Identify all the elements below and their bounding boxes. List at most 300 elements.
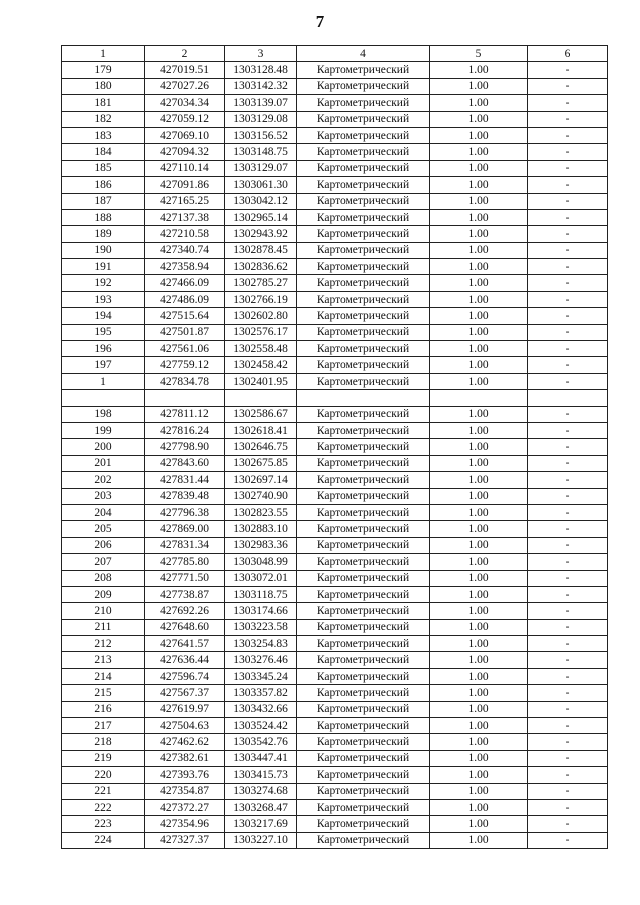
note-cell: -	[528, 668, 608, 684]
method-cell: Картометрический	[297, 701, 430, 717]
note-cell: -	[528, 291, 608, 307]
x-coordinate-cell: 427354.87	[145, 783, 225, 799]
note-cell: -	[528, 308, 608, 324]
table-row	[62, 341, 608, 357]
note-cell: -	[528, 750, 608, 766]
coordinates-table	[61, 45, 608, 849]
note-cell: -	[528, 439, 608, 455]
accuracy-cell: 1.00	[430, 488, 528, 504]
point-number-cell: 221	[62, 783, 145, 799]
point-number-cell: 181	[62, 95, 145, 111]
y-coordinate-cell: 1303048.99	[225, 554, 297, 570]
y-coordinate-cell: 1303174.66	[225, 603, 297, 619]
accuracy-cell: 1.00	[430, 291, 528, 307]
column-header: 4	[297, 46, 430, 62]
point-number-cell: 204	[62, 504, 145, 520]
y-coordinate-cell: 1303142.32	[225, 78, 297, 94]
table-row	[62, 78, 608, 94]
table-row	[62, 718, 608, 734]
point-number-cell: 218	[62, 734, 145, 750]
note-cell: -	[528, 816, 608, 832]
accuracy-cell: 1.00	[430, 504, 528, 520]
y-coordinate-cell: 1303276.46	[225, 652, 297, 668]
point-number-cell: 212	[62, 636, 145, 652]
x-coordinate-cell: 427798.90	[145, 439, 225, 455]
accuracy-cell: 1.00	[430, 209, 528, 225]
y-coordinate-cell: 1303524.42	[225, 718, 297, 734]
accuracy-cell: 1.00	[430, 554, 528, 570]
y-coordinate-cell: 1303128.48	[225, 62, 297, 78]
accuracy-cell: 1.00	[430, 718, 528, 734]
accuracy-cell: 1.00	[430, 62, 528, 78]
note-cell: -	[528, 718, 608, 734]
y-coordinate-cell: 1303139.07	[225, 95, 297, 111]
x-coordinate-cell: 427110.14	[145, 160, 225, 176]
method-cell: Картометрический	[297, 439, 430, 455]
point-number-cell: 223	[62, 816, 145, 832]
table-row	[62, 193, 608, 209]
accuracy-cell: 1.00	[430, 357, 528, 373]
y-coordinate-cell: 1302558.48	[225, 341, 297, 357]
table-row	[62, 242, 608, 258]
method-cell: Картометрический	[297, 324, 430, 340]
accuracy-cell: 1.00	[430, 816, 528, 832]
accuracy-cell: 1.00	[430, 668, 528, 684]
note-cell: -	[528, 455, 608, 471]
point-number-cell: 219	[62, 750, 145, 766]
note-cell: -	[528, 111, 608, 127]
table-row	[62, 504, 608, 520]
x-coordinate-cell: 427831.44	[145, 472, 225, 488]
accuracy-cell: 1.00	[430, 472, 528, 488]
note-cell: -	[528, 504, 608, 520]
accuracy-cell: 1.00	[430, 619, 528, 635]
y-coordinate-cell: 1303542.76	[225, 734, 297, 750]
method-cell: Картометрический	[297, 193, 430, 209]
y-coordinate-cell: 1303072.01	[225, 570, 297, 586]
x-coordinate-cell: 427137.38	[145, 209, 225, 225]
accuracy-cell: 1.00	[430, 537, 528, 553]
y-coordinate-cell: 1302675.85	[225, 455, 297, 471]
table-row	[62, 177, 608, 193]
y-coordinate-cell: 1302458.42	[225, 357, 297, 373]
table-row	[62, 783, 608, 799]
table-row	[62, 259, 608, 275]
x-coordinate-cell: 427843.60	[145, 455, 225, 471]
accuracy-cell: 1.00	[430, 570, 528, 586]
accuracy-cell: 1.00	[430, 455, 528, 471]
accuracy-cell: 1.00	[430, 373, 528, 389]
y-coordinate-cell: 1303156.52	[225, 127, 297, 143]
y-coordinate-cell: 1303148.75	[225, 144, 297, 160]
table-row	[62, 701, 608, 717]
note-cell: -	[528, 406, 608, 422]
note-cell: -	[528, 275, 608, 291]
x-coordinate-cell: 427034.34	[145, 95, 225, 111]
note-cell: -	[528, 259, 608, 275]
point-number-cell: 195	[62, 324, 145, 340]
table-row	[62, 767, 608, 783]
x-coordinate-cell: 427771.50	[145, 570, 225, 586]
accuracy-cell: 1.00	[430, 406, 528, 422]
table-row	[62, 226, 608, 242]
table-row	[62, 832, 608, 848]
separator-row	[62, 390, 608, 406]
table-row	[62, 422, 608, 438]
method-cell: Картометрический	[297, 521, 430, 537]
note-cell: -	[528, 144, 608, 160]
empty-cell	[225, 390, 297, 406]
method-cell: Картометрический	[297, 832, 430, 848]
method-cell: Картометрический	[297, 734, 430, 750]
y-coordinate-cell: 1302766.19	[225, 291, 297, 307]
accuracy-cell: 1.00	[430, 422, 528, 438]
method-cell: Картометрический	[297, 685, 430, 701]
method-cell: Картометрический	[297, 619, 430, 635]
note-cell: -	[528, 652, 608, 668]
note-cell: -	[528, 783, 608, 799]
x-coordinate-cell: 427515.64	[145, 308, 225, 324]
table-row	[62, 455, 608, 471]
y-coordinate-cell: 1302401.95	[225, 373, 297, 389]
table-row	[62, 488, 608, 504]
accuracy-cell: 1.00	[430, 799, 528, 815]
accuracy-cell: 1.00	[430, 144, 528, 160]
accuracy-cell: 1.00	[430, 177, 528, 193]
table-row	[62, 127, 608, 143]
point-number-cell: 211	[62, 619, 145, 635]
y-coordinate-cell: 1303357.82	[225, 685, 297, 701]
point-number-cell: 193	[62, 291, 145, 307]
point-number-cell: 207	[62, 554, 145, 570]
table-row	[62, 554, 608, 570]
point-number-cell: 198	[62, 406, 145, 422]
point-number-cell: 180	[62, 78, 145, 94]
x-coordinate-cell: 427210.58	[145, 226, 225, 242]
table-row	[62, 324, 608, 340]
table-row	[62, 291, 608, 307]
y-coordinate-cell: 1303274.68	[225, 783, 297, 799]
table-row	[62, 62, 608, 78]
accuracy-cell: 1.00	[430, 603, 528, 619]
point-number-cell: 189	[62, 226, 145, 242]
y-coordinate-cell: 1302586.67	[225, 406, 297, 422]
accuracy-cell: 1.00	[430, 226, 528, 242]
table-row	[62, 357, 608, 373]
method-cell: Картометрический	[297, 373, 430, 389]
point-number-cell: 206	[62, 537, 145, 553]
method-cell: Картометрический	[297, 537, 430, 553]
point-number-cell: 192	[62, 275, 145, 291]
table-row	[62, 619, 608, 635]
note-cell: -	[528, 636, 608, 652]
table-row	[62, 570, 608, 586]
note-cell: -	[528, 734, 608, 750]
note-cell: -	[528, 160, 608, 176]
point-number-cell: 197	[62, 357, 145, 373]
method-cell: Картометрический	[297, 406, 430, 422]
method-cell: Картометрический	[297, 62, 430, 78]
point-number-cell: 220	[62, 767, 145, 783]
column-header: 2	[145, 46, 225, 62]
x-coordinate-cell: 427785.80	[145, 554, 225, 570]
column-header: 1	[62, 46, 145, 62]
point-number-cell: 208	[62, 570, 145, 586]
accuracy-cell: 1.00	[430, 832, 528, 848]
table-row	[62, 636, 608, 652]
y-coordinate-cell: 1303227.10	[225, 832, 297, 848]
table-row	[62, 373, 608, 389]
x-coordinate-cell: 427759.12	[145, 357, 225, 373]
x-coordinate-cell: 427069.10	[145, 127, 225, 143]
method-cell: Картометрический	[297, 570, 430, 586]
accuracy-cell: 1.00	[430, 701, 528, 717]
accuracy-cell: 1.00	[430, 439, 528, 455]
accuracy-cell: 1.00	[430, 586, 528, 602]
table-header-row	[62, 46, 608, 62]
x-coordinate-cell: 427372.27	[145, 799, 225, 815]
note-cell: -	[528, 177, 608, 193]
y-coordinate-cell: 1303345.24	[225, 668, 297, 684]
note-cell: -	[528, 357, 608, 373]
note-cell: -	[528, 373, 608, 389]
point-number-cell: 194	[62, 308, 145, 324]
accuracy-cell: 1.00	[430, 734, 528, 750]
table-row	[62, 144, 608, 160]
point-number-cell: 200	[62, 439, 145, 455]
accuracy-cell: 1.00	[430, 127, 528, 143]
accuracy-cell: 1.00	[430, 160, 528, 176]
y-coordinate-cell: 1303061.30	[225, 177, 297, 193]
x-coordinate-cell: 427393.76	[145, 767, 225, 783]
note-cell: -	[528, 832, 608, 848]
x-coordinate-cell: 427567.37	[145, 685, 225, 701]
accuracy-cell: 1.00	[430, 341, 528, 357]
note-cell: -	[528, 537, 608, 553]
x-coordinate-cell: 427019.51	[145, 62, 225, 78]
y-coordinate-cell: 1302740.90	[225, 488, 297, 504]
table-row	[62, 816, 608, 832]
point-number-cell: 199	[62, 422, 145, 438]
x-coordinate-cell: 427486.09	[145, 291, 225, 307]
table-row	[62, 750, 608, 766]
point-number-cell: 183	[62, 127, 145, 143]
note-cell: -	[528, 488, 608, 504]
table-row	[62, 439, 608, 455]
accuracy-cell: 1.00	[430, 275, 528, 291]
point-number-cell: 184	[62, 144, 145, 160]
x-coordinate-cell: 427648.60	[145, 619, 225, 635]
accuracy-cell: 1.00	[430, 750, 528, 766]
method-cell: Картометрический	[297, 242, 430, 258]
method-cell: Картометрический	[297, 160, 430, 176]
x-coordinate-cell: 427094.32	[145, 144, 225, 160]
y-coordinate-cell: 1302836.62	[225, 259, 297, 275]
note-cell: -	[528, 685, 608, 701]
table-row	[62, 668, 608, 684]
y-coordinate-cell: 1302943.92	[225, 226, 297, 242]
point-number-cell: 216	[62, 701, 145, 717]
note-cell: -	[528, 226, 608, 242]
method-cell: Картометрический	[297, 636, 430, 652]
method-cell: Картометрический	[297, 275, 430, 291]
method-cell: Картометрический	[297, 226, 430, 242]
method-cell: Картометрический	[297, 291, 430, 307]
method-cell: Картометрический	[297, 767, 430, 783]
method-cell: Картометрический	[297, 603, 430, 619]
table-row	[62, 685, 608, 701]
note-cell: -	[528, 619, 608, 635]
point-number-cell: 190	[62, 242, 145, 258]
point-number-cell: 185	[62, 160, 145, 176]
accuracy-cell: 1.00	[430, 78, 528, 94]
note-cell: -	[528, 209, 608, 225]
empty-cell	[297, 390, 430, 406]
x-coordinate-cell: 427504.63	[145, 718, 225, 734]
point-number-cell: 188	[62, 209, 145, 225]
accuracy-cell: 1.00	[430, 242, 528, 258]
method-cell: Картометрический	[297, 718, 430, 734]
method-cell: Картометрический	[297, 422, 430, 438]
x-coordinate-cell: 427327.37	[145, 832, 225, 848]
note-cell: -	[528, 767, 608, 783]
note-cell: -	[528, 242, 608, 258]
method-cell: Картометрический	[297, 554, 430, 570]
y-coordinate-cell: 1303042.12	[225, 193, 297, 209]
method-cell: Картометрический	[297, 209, 430, 225]
method-cell: Картометрический	[297, 799, 430, 815]
note-cell: -	[528, 570, 608, 586]
point-number-cell: 182	[62, 111, 145, 127]
method-cell: Картометрический	[297, 488, 430, 504]
y-coordinate-cell: 1303118.75	[225, 586, 297, 602]
empty-cell	[528, 390, 608, 406]
point-number-cell: 209	[62, 586, 145, 602]
column-header: 3	[225, 46, 297, 62]
x-coordinate-cell: 427641.57	[145, 636, 225, 652]
method-cell: Картометрический	[297, 586, 430, 602]
x-coordinate-cell: 427059.12	[145, 111, 225, 127]
point-number-cell: 222	[62, 799, 145, 815]
x-coordinate-cell: 427091.86	[145, 177, 225, 193]
note-cell: -	[528, 701, 608, 717]
note-cell: -	[528, 603, 608, 619]
point-number-cell: 214	[62, 668, 145, 684]
table-row	[62, 209, 608, 225]
table-row	[62, 537, 608, 553]
method-cell: Картометрический	[297, 308, 430, 324]
accuracy-cell: 1.00	[430, 95, 528, 111]
note-cell: -	[528, 554, 608, 570]
y-coordinate-cell: 1302618.41	[225, 422, 297, 438]
note-cell: -	[528, 127, 608, 143]
table-row	[62, 586, 608, 602]
point-number-cell: 210	[62, 603, 145, 619]
note-cell: -	[528, 586, 608, 602]
point-number-cell: 179	[62, 62, 145, 78]
table-row	[62, 472, 608, 488]
note-cell: -	[528, 521, 608, 537]
method-cell: Картометрический	[297, 668, 430, 684]
x-coordinate-cell: 427027.26	[145, 78, 225, 94]
empty-cell	[430, 390, 528, 406]
coordinates-table-body	[62, 46, 608, 849]
point-number-cell: 224	[62, 832, 145, 848]
x-coordinate-cell: 427561.06	[145, 341, 225, 357]
x-coordinate-cell: 427466.09	[145, 275, 225, 291]
empty-cell	[62, 390, 145, 406]
method-cell: Картометрический	[297, 652, 430, 668]
point-number-cell: 201	[62, 455, 145, 471]
x-coordinate-cell: 427358.94	[145, 259, 225, 275]
table-row	[62, 160, 608, 176]
y-coordinate-cell: 1302576.17	[225, 324, 297, 340]
method-cell: Картометрический	[297, 144, 430, 160]
column-header: 5	[430, 46, 528, 62]
method-cell: Картометрический	[297, 341, 430, 357]
method-cell: Картометрический	[297, 127, 430, 143]
x-coordinate-cell: 427165.25	[145, 193, 225, 209]
x-coordinate-cell: 427354.96	[145, 816, 225, 832]
x-coordinate-cell: 427831.34	[145, 537, 225, 553]
point-number-cell: 186	[62, 177, 145, 193]
note-cell: -	[528, 472, 608, 488]
x-coordinate-cell: 427382.61	[145, 750, 225, 766]
method-cell: Картометрический	[297, 750, 430, 766]
note-cell: -	[528, 799, 608, 815]
x-coordinate-cell: 427811.12	[145, 406, 225, 422]
accuracy-cell: 1.00	[430, 111, 528, 127]
note-cell: -	[528, 78, 608, 94]
y-coordinate-cell: 1302697.14	[225, 472, 297, 488]
method-cell: Картометрический	[297, 472, 430, 488]
method-cell: Картометрический	[297, 111, 430, 127]
method-cell: Картометрический	[297, 783, 430, 799]
y-coordinate-cell: 1303254.83	[225, 636, 297, 652]
point-number-cell: 203	[62, 488, 145, 504]
note-cell: -	[528, 341, 608, 357]
column-header: 6	[528, 46, 608, 62]
table-row	[62, 521, 608, 537]
note-cell: -	[528, 422, 608, 438]
accuracy-cell: 1.00	[430, 308, 528, 324]
x-coordinate-cell: 427869.00	[145, 521, 225, 537]
page-number: 7	[315, 12, 325, 31]
y-coordinate-cell: 1303129.08	[225, 111, 297, 127]
table-row	[62, 308, 608, 324]
x-coordinate-cell: 427839.48	[145, 488, 225, 504]
x-coordinate-cell: 427834.78	[145, 373, 225, 389]
accuracy-cell: 1.00	[430, 636, 528, 652]
empty-cell	[145, 390, 225, 406]
y-coordinate-cell: 1302646.75	[225, 439, 297, 455]
y-coordinate-cell: 1303223.58	[225, 619, 297, 635]
x-coordinate-cell: 427501.87	[145, 324, 225, 340]
x-coordinate-cell: 427340.74	[145, 242, 225, 258]
y-coordinate-cell: 1302983.36	[225, 537, 297, 553]
x-coordinate-cell: 427619.97	[145, 701, 225, 717]
point-number-cell: 205	[62, 521, 145, 537]
note-cell: -	[528, 193, 608, 209]
accuracy-cell: 1.00	[430, 783, 528, 799]
y-coordinate-cell: 1302965.14	[225, 209, 297, 225]
x-coordinate-cell: 427816.24	[145, 422, 225, 438]
table-row	[62, 734, 608, 750]
table-row	[62, 652, 608, 668]
table-row	[62, 799, 608, 815]
accuracy-cell: 1.00	[430, 685, 528, 701]
point-number-cell: 215	[62, 685, 145, 701]
